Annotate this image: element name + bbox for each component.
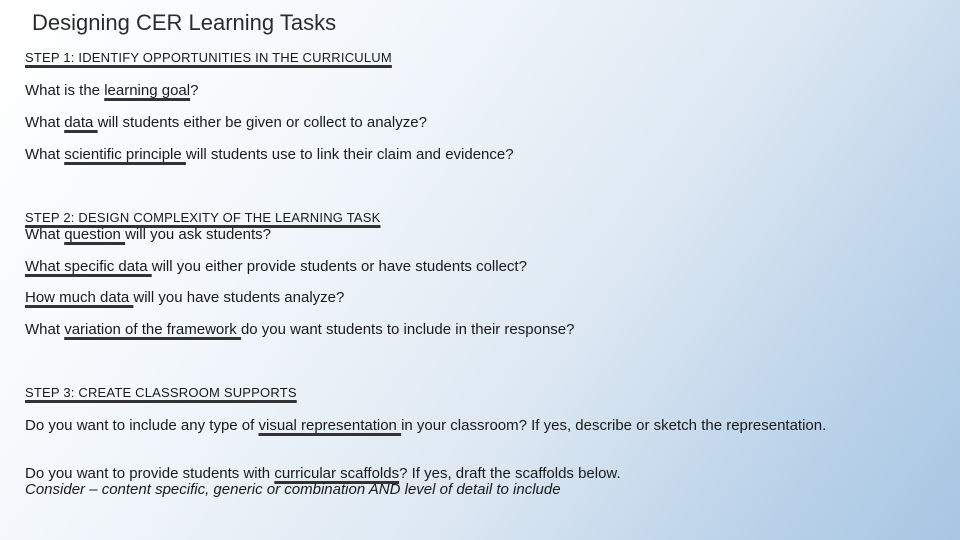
text: What is the [25, 82, 105, 99]
text: will students use to link their claim and evidence? [185, 146, 514, 163]
step2-question-1 [25, 226, 271, 243]
underlined-term: variation of the framework [64, 321, 241, 338]
underlined-term: learning goal [104, 82, 191, 99]
step3-question-2 [25, 465, 621, 482]
text: will students either be given or collect to analyze? [97, 114, 427, 131]
text: do you want students to include in their response? [240, 321, 575, 338]
underlined-term: data [64, 114, 98, 131]
underlined-term: curricular scaffolds [274, 465, 400, 482]
step3-heading: STEP 3: CREATE CLASSROOM SUPPORTS [25, 385, 297, 400]
underlined-term: What specific data [25, 258, 152, 275]
text: will you ask students? [125, 226, 271, 243]
text: What [25, 146, 65, 163]
step2-question-2 [25, 258, 527, 275]
text: will you either provide students or have students collect? [151, 258, 527, 275]
text: What [25, 226, 65, 243]
text: will you have students analyze? [133, 289, 345, 306]
step1-question-1 [25, 82, 198, 99]
step2-question-4 [25, 321, 574, 338]
text: in your classroom? If yes, describe or sketch the representation. [401, 417, 827, 434]
step1-question-2 [25, 114, 427, 131]
step2-heading: STEP 2: DESIGN COMPLEXITY OF THE LEARNING TASK [25, 210, 381, 225]
underlined-term: question [64, 226, 126, 243]
step3-note: Consider – content specific, generic or combination AND level of detail to include [25, 481, 561, 498]
step3-question-1 [25, 417, 855, 434]
underlined-term: How much data [25, 289, 134, 306]
step1-heading: STEP 1: IDENTIFY OPPORTUNITIES IN THE CURRICULUM [25, 50, 392, 65]
text: Do you want to provide students with [25, 465, 275, 482]
text: Do you want to include any type of [25, 417, 259, 434]
underlined-term: scientific principle [64, 146, 186, 163]
step2-question-3 [25, 289, 344, 306]
underlined-term: visual representation [258, 417, 402, 434]
text: What [25, 321, 65, 338]
text: ? If yes, draft the scaffolds below. [399, 465, 621, 482]
step1-question-3 [25, 146, 514, 163]
text: ? [190, 82, 199, 99]
slide-title: Designing CER Learning Tasks [32, 10, 337, 35]
text: What [25, 114, 65, 131]
